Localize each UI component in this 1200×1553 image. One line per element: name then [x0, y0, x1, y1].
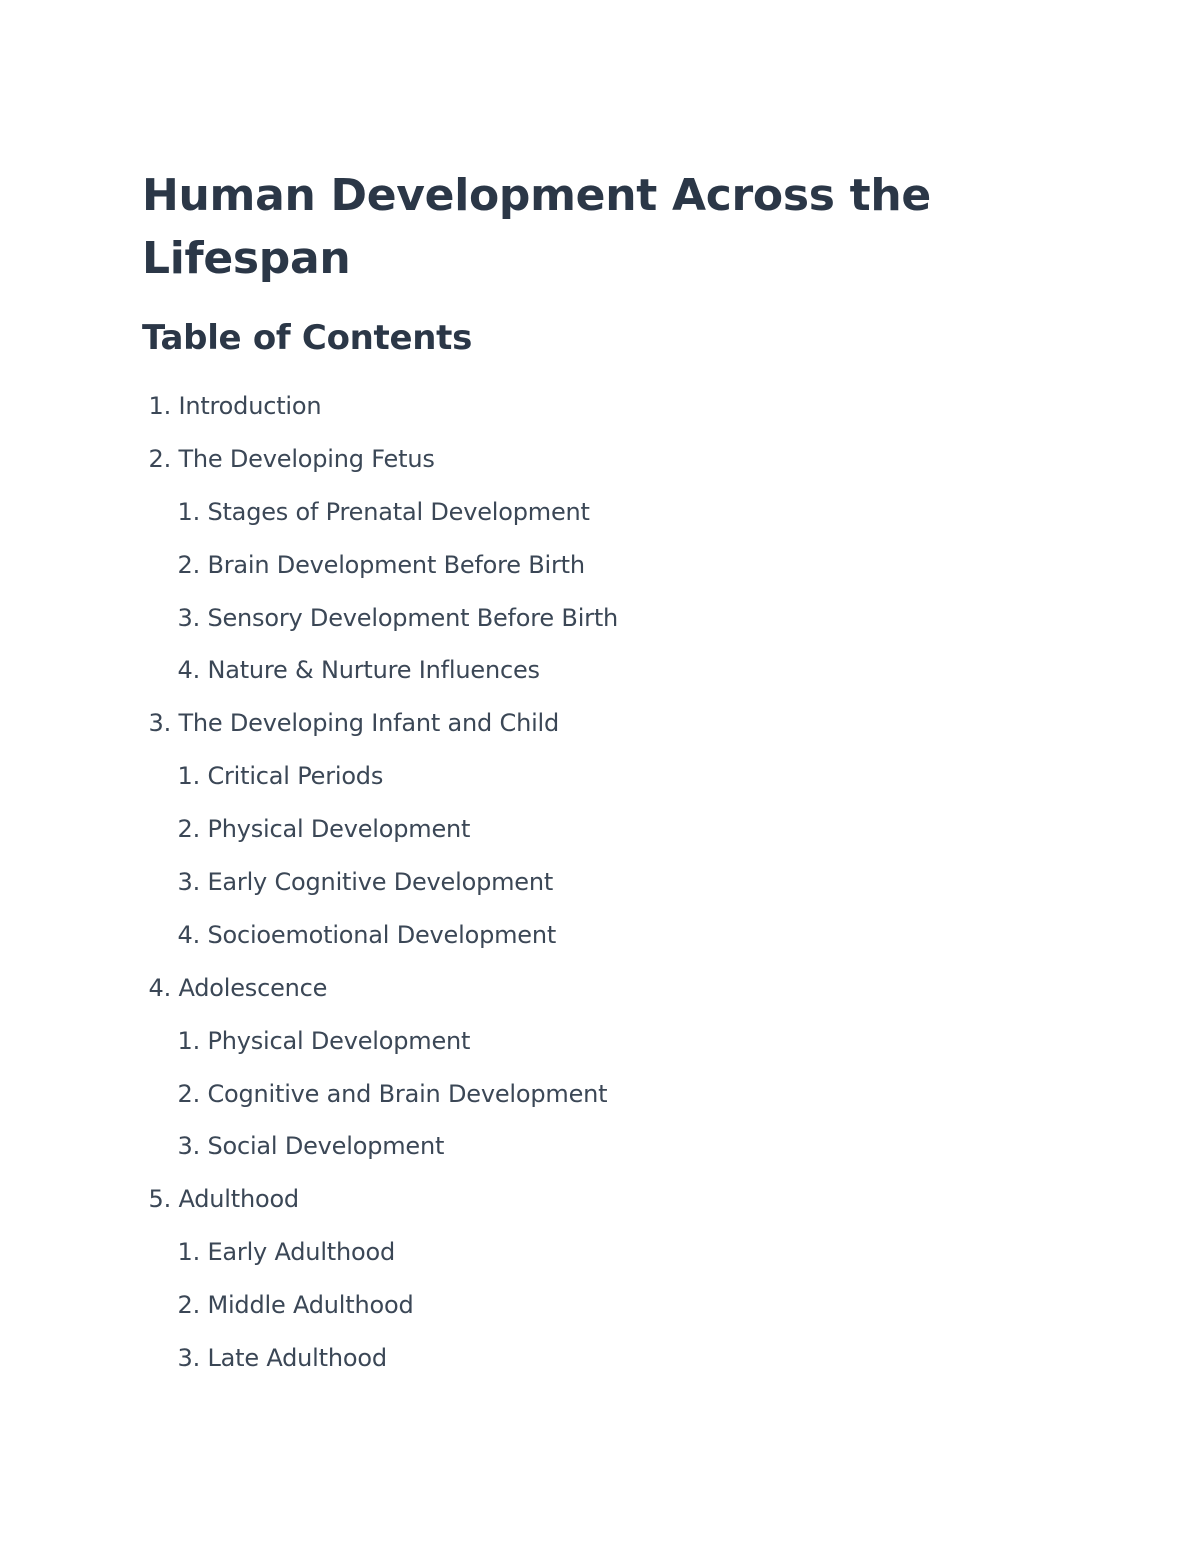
toc-subitem[interactable] — [142, 860, 942, 913]
toc-item-number: 5. — [148, 1185, 171, 1214]
toc-item-number: 2. — [177, 1079, 200, 1108]
toc-item-number: 1. — [177, 497, 200, 526]
toc-item-label: Physical Development — [207, 1026, 471, 1055]
toc-item-label: Socioemotional Development — [207, 920, 557, 949]
toc-item-number: 3. — [177, 868, 200, 897]
toc-subitem[interactable] — [142, 1019, 942, 1072]
toc-heading: Table of Contents — [142, 318, 473, 358]
toc-item-number: 2. — [148, 444, 171, 473]
toc-item-label: Middle Adulthood — [207, 1291, 414, 1320]
toc-item[interactable] — [142, 701, 942, 754]
toc-item-number: 1. — [177, 1026, 200, 1055]
toc-item-number: 2. — [177, 815, 200, 844]
toc-subitem[interactable] — [142, 1336, 942, 1389]
toc-item-number: 1. — [177, 762, 200, 791]
toc-item-number: 3. — [148, 709, 171, 738]
table-of-contents — [142, 384, 942, 1389]
toc-item-label: Late Adulthood — [207, 1344, 387, 1373]
toc-item-number: 2. — [177, 550, 200, 579]
toc-item-label: The Developing Fetus — [178, 444, 435, 473]
toc-subitem[interactable] — [142, 596, 942, 649]
toc-item-label: Adolescence — [178, 973, 328, 1002]
toc-item[interactable] — [142, 437, 942, 490]
toc-item-label: Sensory Development Before Birth — [207, 603, 619, 632]
toc-item-number: 2. — [177, 1291, 200, 1320]
toc-item-label: Nature & Nurture Influences — [207, 656, 540, 685]
toc-item-label: Early Adulthood — [207, 1238, 396, 1267]
toc-item-label: Adulthood — [178, 1185, 299, 1214]
toc-item-label: Early Cognitive Development — [207, 868, 554, 897]
toc-item-number: 4. — [148, 973, 171, 1002]
toc-subitem[interactable] — [142, 648, 942, 701]
toc-item[interactable] — [142, 384, 942, 437]
toc-item[interactable] — [142, 1177, 942, 1230]
toc-subitem[interactable] — [142, 543, 942, 596]
toc-item-number: 1. — [148, 392, 171, 420]
toc-subitem[interactable] — [142, 807, 942, 860]
toc-item-label: Social Development — [207, 1132, 445, 1161]
toc-item-number: 3. — [177, 1132, 200, 1161]
toc-item[interactable] — [142, 966, 942, 1019]
toc-item-number: 1. — [177, 1238, 200, 1267]
toc-item-label: Cognitive and Brain Development — [207, 1079, 608, 1108]
toc-item-number: 4. — [177, 656, 200, 685]
toc-item-label: Critical Periods — [207, 762, 384, 791]
toc-subitem[interactable] — [142, 1283, 942, 1336]
toc-item-label: The Developing Infant and Child — [178, 709, 560, 738]
toc-subitem[interactable] — [142, 490, 942, 543]
toc-item-label: Physical Development — [207, 815, 471, 844]
toc-item-number: 4. — [177, 920, 200, 949]
toc-subitem[interactable] — [142, 1124, 942, 1177]
toc-item-label: Stages of Prenatal Development — [207, 497, 590, 526]
toc-subitem[interactable] — [142, 754, 942, 807]
toc-item-label: Brain Development Before Birth — [207, 550, 585, 579]
toc-subitem[interactable] — [142, 1072, 942, 1125]
document-title: Human Development Across the Lifespan — [142, 170, 931, 284]
toc-item-number: 3. — [177, 1344, 200, 1373]
toc-subitem[interactable] — [142, 1230, 942, 1283]
toc-item-number: 3. — [177, 603, 200, 632]
toc-item-label: Introduction — [178, 392, 322, 420]
toc-subitem[interactable] — [142, 913, 942, 966]
